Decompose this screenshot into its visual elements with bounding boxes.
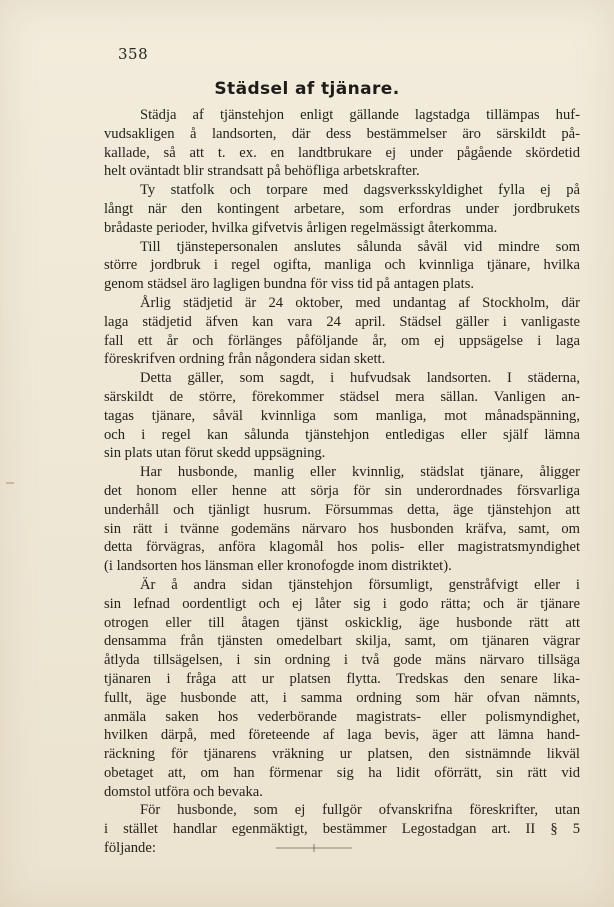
text-line: Städja af tjänstehjon enligt gällande lagstadga tillämpas huf- [140,107,580,123]
text-line: fall ett år och förlänges påföljande år, om ej uppsägelse i laga [104,332,580,349]
text-line: sin rätt i tvänne godemäns närvaro hos husbonden kräfva, samt, om [104,520,580,537]
text-line: underhåll och tjänligt husrum. Försummas detta, äge tjänstehjon att [104,501,580,518]
text-line: brådaste perioder, hvilka gifvetvis årligen regelmässigt återkomma. [104,219,498,236]
text-line: hvilken därpå, med företeende af laga bevis, äger att lämna hand- [104,727,580,744]
text-line: Är å andra sidan tjänstehjon försumligt, genstråfvigt eller i [140,576,580,593]
text-line: och i regel kan sålunda tjänstehjon entledigas eller själf lämna [104,426,580,443]
text-line: fullt, äge husbonde att, i samma ordning som här ofvan nämnts, [104,689,580,706]
text-line: helt oväntadt blir strandsatt på behöfliga arbetskrafter. [104,163,420,180]
page-title: Städsel af tjänare. [214,79,400,99]
text-line: Detta gäller, som sagdt, i hufvudsak landsorten. I städerna, [140,370,580,387]
text-line: föreskrifven ordning från någondera sidan skett. [104,351,386,368]
text-line: långt när den kontingent arbetare, som erfordras under jordbrukets [104,200,580,217]
text-line: sin lefnad oordentligt och ej låter sig i godo rätta; och är tjänare [104,595,580,612]
text-line: Ty statfolk och torpare med dagsverksskyldighet fylla ej på [140,182,580,199]
text-line: laga städjetid äfven kan vara 24 april. Städsel gäller i vanligaste [104,313,580,330]
text-line: i stället handlar egenmäktigt, bestämmer Legostadgan art. II § 5 [104,821,580,838]
text-line: räckning för tjänarens vräkning ur platsen, den sistnämnde likväl [104,746,580,763]
text-line: För husbonde, som ej fullgör ofvanskrifna föreskrifter, utan [140,802,580,819]
text-line: obetaget att, om han förmenar sig ha lidit oförrätt, sin rätt vid [104,764,580,781]
text-line: Har husbonde, manlig eller kvinnlig, städslat tjänare, åligger [140,464,580,481]
end-ornament-icon [274,843,354,853]
body-text [104,106,580,858]
text-line: detta förvägras, anföra klagomål hos polis- eller magistratsmyndighet [104,539,580,556]
text-line: anmäla saken hos vederbörande magistrats- eller polismyndighet, [104,708,580,725]
text-line: följande: [104,840,156,857]
page-number: 358 [118,45,149,63]
text-line: Årlig städjetid är 24 oktober, med undantag af Stockholm, där [140,294,580,311]
margin-mark [6,482,14,484]
text-line: otrogen eller till åtagen tjänst oskicklig, äge husbonde rätt att [104,614,580,631]
text-line: åtlyda tillsägelsen, i sin ordning i två gode mäns närvaro tillsäga [104,652,580,669]
text-line: vudsakligen å landsorten, där dess bestämmelser äro särskildt på- [104,125,580,142]
text-line: tagas tjänare, såväl kvinnliga som manliga, mot månadspänning, [104,407,580,424]
text-line: större jordbruk i regel ogifta, manliga och kvinnliga tjänare, hvilka [104,257,580,274]
text-line: Till tjänstepersonalen anslutes sålunda såväl vid mindre som [140,238,580,255]
text-line: densamma från tjänsten omedelbart skilja, samt, om tjänaren vägrar [104,633,580,650]
text-line: domstol utföra och bevaka. [104,783,263,800]
text-line: sin plats utan förut skedd uppsägning. [104,445,326,462]
text-line: kallade, så att t. ex. en landtbrukare ej under pågående skördetid [104,144,580,161]
text-line: (i landsorten hos länsman eller kronofogde inom distriktet). [104,558,452,575]
text-line: det honom eller henne att sörja för sin underordnades försvarliga [104,482,580,499]
text-line: genom städsel äro lagligen bundna för viss tid på antagen plats. [104,276,475,293]
text-line: särskildt de större, förekommer städsel mera sällan. Vanligen an- [104,388,580,405]
text-line: tjänaren i fråga att ur platsen flytta. Tredskas den senare lika- [104,670,580,687]
